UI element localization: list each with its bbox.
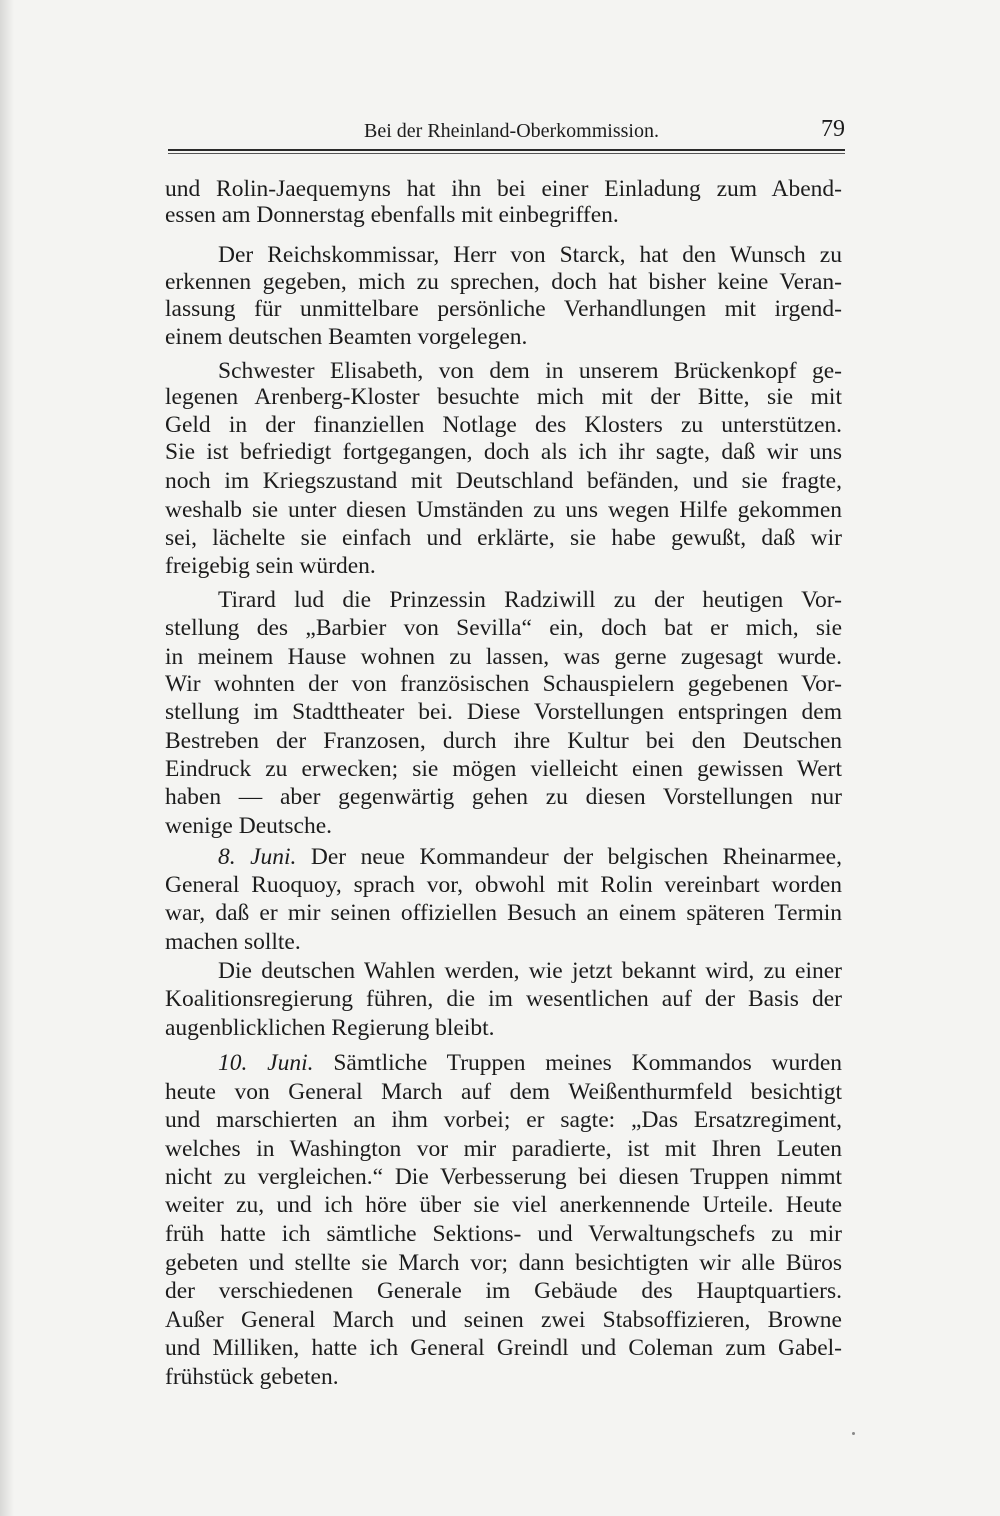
text-segment: Geld in der finanziellen Notlage des Klosters zu unterstützen. (165, 412, 842, 438)
text-segment: Wir wohnten der von französischen Schauspielern gegebenen Vor- (165, 671, 842, 697)
text-segment: Die deutschen Wahlen werden, wie jetzt bekannt wird, zu einer (218, 958, 842, 984)
text-segment: machen sollte. (165, 929, 301, 955)
text-segment: sei, lächelte sie einfach und erklärte, sie habe gewußt, daß wir (165, 525, 842, 551)
text-line (165, 783, 842, 811)
text-segment: früh hatte ich sämtliche Sektions- und Verwaltungschefs zu mir (165, 1221, 842, 1247)
text-segment: gebeten und stellte sie March vor; dann besichtigten wir alle Büros (165, 1250, 842, 1276)
text-segment: in meinem Hause wohnen zu lassen, was gerne zugesagt wurde. (165, 644, 842, 670)
text-segment: augenblicklichen Regierung bleibt. (165, 1015, 495, 1041)
text-line (165, 670, 842, 698)
text-line (165, 1306, 842, 1334)
text-line (218, 957, 842, 985)
text-segment: einem deutschen Beamten vorgelegen. (165, 324, 528, 350)
text-segment: Schwester Elisabeth, von dem in unserem Brückenkopf ge- (218, 358, 842, 384)
text-segment: und Milliken, hatte ich General Greindl und Coleman zum Gabel- (165, 1335, 842, 1361)
text-line (165, 552, 842, 580)
text-line (218, 843, 842, 871)
text-line (165, 1078, 842, 1106)
text-segment: welches in Washington vor mir paradierte, ist mit Ihren Leuten (165, 1136, 842, 1162)
text-line (165, 1014, 842, 1042)
running-head (168, 118, 845, 148)
text-line (165, 438, 842, 466)
text-line (165, 698, 842, 726)
text-line (165, 1191, 842, 1219)
text-segment: essen am Donnerstag ebenfalls mit einbegriffen. (165, 202, 619, 228)
text-segment: weiter zu, und ich höre über sie viel anerkennende Urteile. Heute (165, 1192, 842, 1218)
text-segment: stellung im Stadttheater bei. Diese Vorstellungen entspringen dem (165, 699, 842, 725)
text-segment: Eindruck zu erwecken; sie mögen vielleicht einen gewissen Wert (165, 756, 842, 782)
text-line (165, 1277, 842, 1305)
header-rule-thin (168, 153, 845, 154)
header-rule (168, 149, 845, 151)
text-line (165, 614, 842, 642)
text-line (165, 323, 842, 351)
text-line (165, 268, 842, 296)
text-segment: weshalb sie unter diesen Umständen zu uns wegen Hilfe gekommen (165, 497, 842, 523)
date-label: 8. Juni. (218, 844, 297, 870)
text-line (218, 241, 842, 269)
text-segment: Außer General March und seinen zwei Stabsoffizieren, Browne (165, 1307, 842, 1333)
text-line (165, 175, 842, 203)
running-head-title: Bei der Rheinland-Oberkommission. (364, 120, 659, 142)
text-line (165, 467, 842, 495)
text-line (165, 524, 842, 552)
text-line (165, 899, 842, 927)
text-line (165, 411, 842, 439)
text-line (165, 201, 842, 229)
page-number: 79 (821, 116, 845, 142)
text-segment: General Ruoquoy, sprach vor, obwohl mit Rolin vereinbart worden (165, 872, 842, 898)
text-line (165, 871, 842, 899)
text-segment: erkennen gegeben, mich zu sprechen, doch hat bisher keine Veran- (165, 269, 842, 295)
text-line (165, 1249, 842, 1277)
text-line (165, 1106, 842, 1134)
text-line (165, 812, 842, 840)
text-segment: Koalitionsregierung führen, die im wesentlichen auf der Basis der (165, 986, 842, 1012)
text-segment: legenen Arenberg-Kloster besuchte mich mit der Bitte, sie mit (165, 384, 842, 410)
text-segment: Der neue Kommandeur der belgischen Rheinarmee, (296, 844, 842, 870)
text-line (165, 727, 842, 755)
text-line (165, 1334, 842, 1362)
text-segment: freigebig sein würden. (165, 553, 376, 579)
text-line (218, 357, 842, 385)
text-segment: Tirard lud die Prinzessin Radziwill zu der heutigen Vor- (218, 587, 842, 613)
text-line (218, 1049, 842, 1077)
text-segment: und marschierten an ihm vorbei; er sagte: „Das Ersatzregiment, (165, 1107, 842, 1133)
text-line (165, 496, 842, 524)
text-segment: Der Reichskommissar, Herr von Starck, hat den Wunsch zu (218, 242, 842, 268)
text-segment: haben — aber gegenwärtig gehen zu diesen Vorstellungen nur (165, 784, 842, 810)
text-segment: Bestreben der Franzosen, durch ihre Kultur bei den Deutschen (165, 728, 842, 754)
text-line (165, 755, 842, 783)
scan-speck (852, 1432, 855, 1435)
page-edge-shadow (0, 0, 14, 1516)
text-segment: stellung des „Barbier von Sevilla“ ein, doch bat er mich, sie (165, 615, 842, 641)
text-line (165, 1135, 842, 1163)
text-segment: heute von General March auf dem Weißenthurmfeld besichtigt (165, 1079, 842, 1105)
text-segment: lassung für unmittelbare persönliche Verhandlungen mit irgend- (165, 296, 842, 322)
text-line (165, 985, 842, 1013)
text-segment: nicht zu vergleichen.“ Die Verbesserung bei diesen Truppen nimmt (165, 1164, 842, 1190)
text-line (165, 1163, 842, 1191)
text-segment: noch im Kriegszustand mit Deutschland befänden, und sie fragte, (165, 468, 842, 494)
text-segment: wenige Deutsche. (165, 813, 333, 839)
date-label: 10. Juni. (218, 1050, 314, 1076)
text-line (218, 586, 842, 614)
text-segment: Sämtliche Truppen meines Kommandos wurden (313, 1050, 842, 1076)
text-line (165, 383, 842, 411)
text-line (165, 1363, 842, 1391)
text-segment: und Rolin-Jaequemyns hat ihn bei einer Einladung zum Abend- (165, 176, 842, 202)
text-line (165, 928, 842, 956)
text-segment: der verschiedenen Generale im Gebäude des Hauptquartiers. (165, 1278, 842, 1304)
text-segment: frühstück gebeten. (165, 1364, 339, 1390)
text-line (165, 1220, 842, 1248)
text-segment: Sie ist befriedigt fortgegangen, doch als ich ihr sagte, daß wir uns (165, 439, 842, 465)
text-line (165, 643, 842, 671)
text-line (165, 295, 842, 323)
text-segment: war, daß er mir seinen offiziellen Besuch an einem späteren Termin (165, 900, 842, 926)
